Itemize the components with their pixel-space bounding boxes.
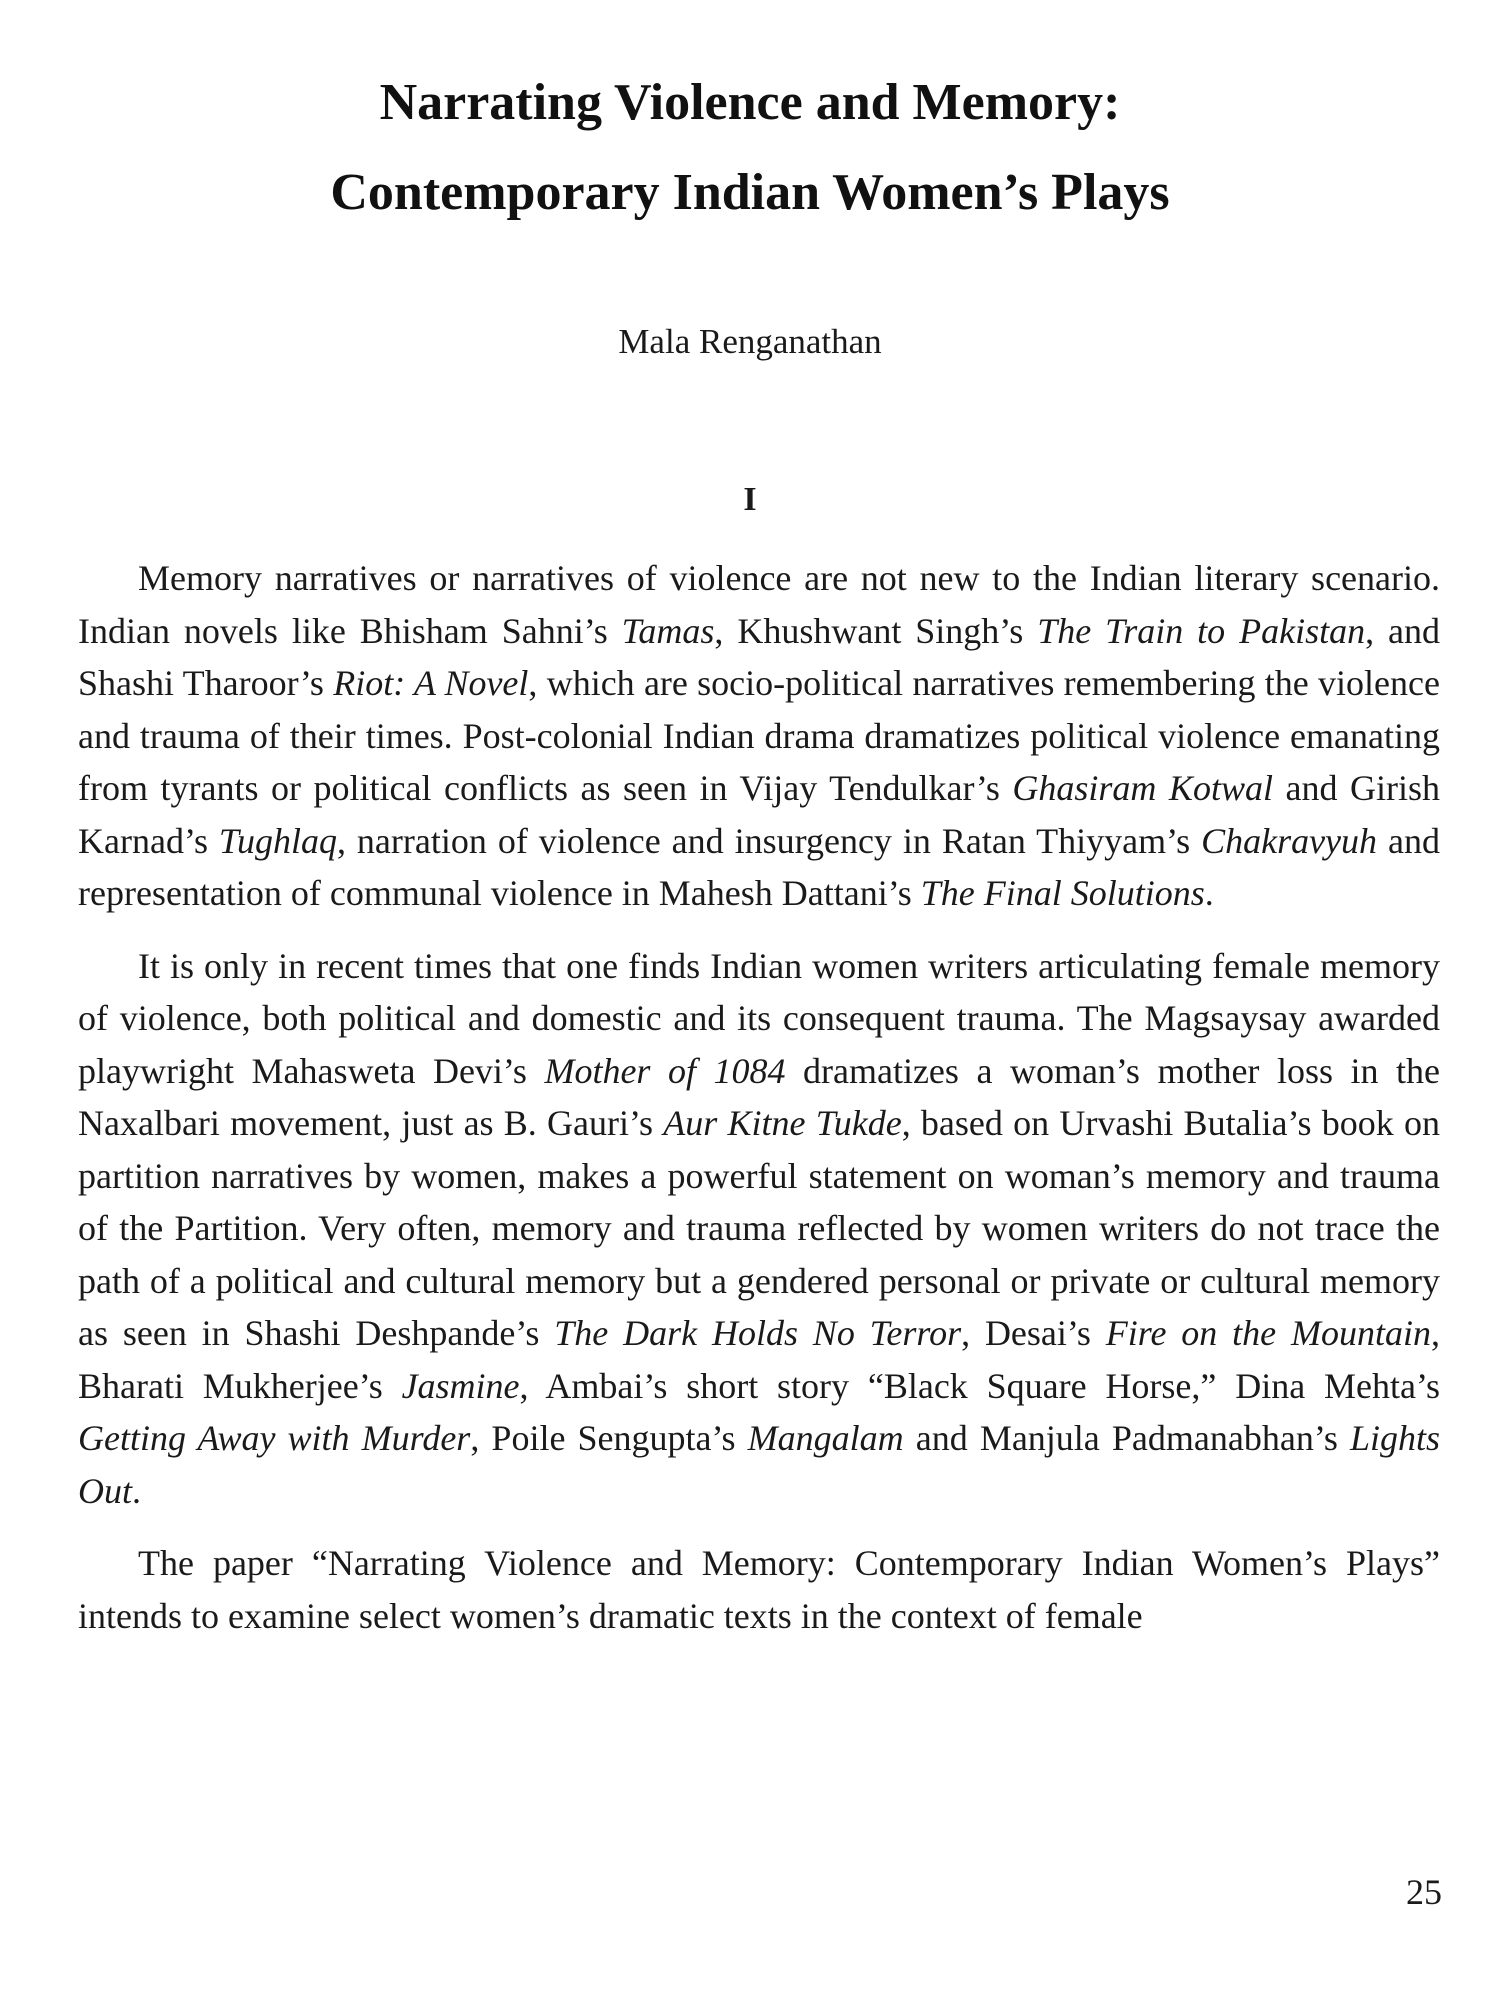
text-run: , based on Urvashi Butalia’s book on partition narratives by women, makes a powerful statement on woman’s memory and trauma of the Partition. Very often, memory and trauma reflected by women writers do not trace the path of a political and cultural memory but a gendered personal or private or cultural memory as seen in Shashi Deshpande’s bbox=[78, 1103, 1440, 1353]
work-title: Mangalam bbox=[747, 1418, 904, 1458]
work-title: Ghasiram Kotwal bbox=[1012, 768, 1273, 808]
body-text bbox=[78, 552, 1440, 1662]
work-title: Jasmine bbox=[401, 1365, 520, 1406]
work-title: The Final Solutions bbox=[920, 873, 1205, 913]
text-run: , Ambai’s short story “Black Square Horse,” Dina Mehta’s bbox=[519, 1365, 1440, 1406]
chapter-title bbox=[0, 58, 1500, 238]
text-run: It is only in recent times that one finds Indian women writers articulating female memory of violence, both political and domestic and its consequent trauma. The Magsaysay awarded playwright Mahasweta Devi’s bbox=[78, 945, 1440, 1091]
text-run: , Desai’s bbox=[961, 1313, 1106, 1353]
work-title: Getting Away with Murder bbox=[78, 1418, 471, 1458]
text-run: and Manjula Padmanabhan’s bbox=[903, 1418, 1350, 1458]
author-name: Mala Renganathan bbox=[618, 322, 882, 361]
text-run: Memory narratives or narratives of violence are not new to the Indian literary scenario. Indian novels like Bhisham Sahni’s bbox=[78, 558, 1440, 651]
work-title: Tughlaq bbox=[218, 820, 337, 861]
work-title: Chakravyuh bbox=[1201, 820, 1378, 861]
text-run: and Girish Karnad’s bbox=[78, 768, 1441, 861]
text-run: , Khushwant Singh’s bbox=[714, 610, 1038, 651]
text-run: , narration of violence and insurgency in Ratan Thiyyam’s bbox=[336, 820, 1202, 861]
text-run: , Poile Sengupta’s bbox=[470, 1418, 748, 1458]
paragraph bbox=[78, 552, 1440, 920]
section-number: I bbox=[743, 481, 757, 518]
text-run: and representation of communal violence in Mahesh Dattani’s bbox=[78, 820, 1440, 913]
work-title: Mother of 1084 bbox=[544, 1050, 786, 1091]
paragraph bbox=[78, 1537, 1440, 1642]
text-run: , and Shashi Tharoor’s bbox=[78, 610, 1440, 703]
page-number: 25 bbox=[1406, 1872, 1442, 1912]
work-title: The Train to Pakistan bbox=[1037, 610, 1366, 651]
text-run: . bbox=[132, 1470, 141, 1511]
text-run: The paper “Narrating Violence and Memory: Contemporary Indian Women’s Plays” intends to examine select women’s dramatic texts in the context of female bbox=[78, 1543, 1440, 1636]
chapter-title-line-1: Narrating Violence and Memory: bbox=[379, 74, 1121, 131]
chapter-title-line-2: Contemporary Indian Women’s Plays bbox=[330, 164, 1170, 221]
work-title: Aur Kitne Tukde bbox=[663, 1103, 902, 1143]
work-title: Lights Out bbox=[78, 1418, 1440, 1511]
text-run: , Bharati Mukherjee’s bbox=[78, 1313, 1440, 1406]
text-run: , which are socio-political narratives remembering the violence and trauma of their times. Post-colonial Indian drama dramatizes political violence emanating from tyrants or political conflicts as seen in Vijay Tendulkar’s bbox=[78, 663, 1440, 808]
work-title: Tamas bbox=[621, 610, 715, 651]
paragraph bbox=[78, 940, 1440, 1518]
work-title: Riot: A Novel bbox=[333, 663, 529, 703]
text-run: . bbox=[1204, 873, 1214, 913]
work-title: The Dark Holds No Terror bbox=[554, 1313, 962, 1353]
text-run: dramatizes a woman’s mother loss in the Naxalbari movement, just as B. Gauri’s bbox=[78, 1050, 1440, 1143]
work-title: Fire on the Mountain bbox=[1105, 1313, 1431, 1353]
